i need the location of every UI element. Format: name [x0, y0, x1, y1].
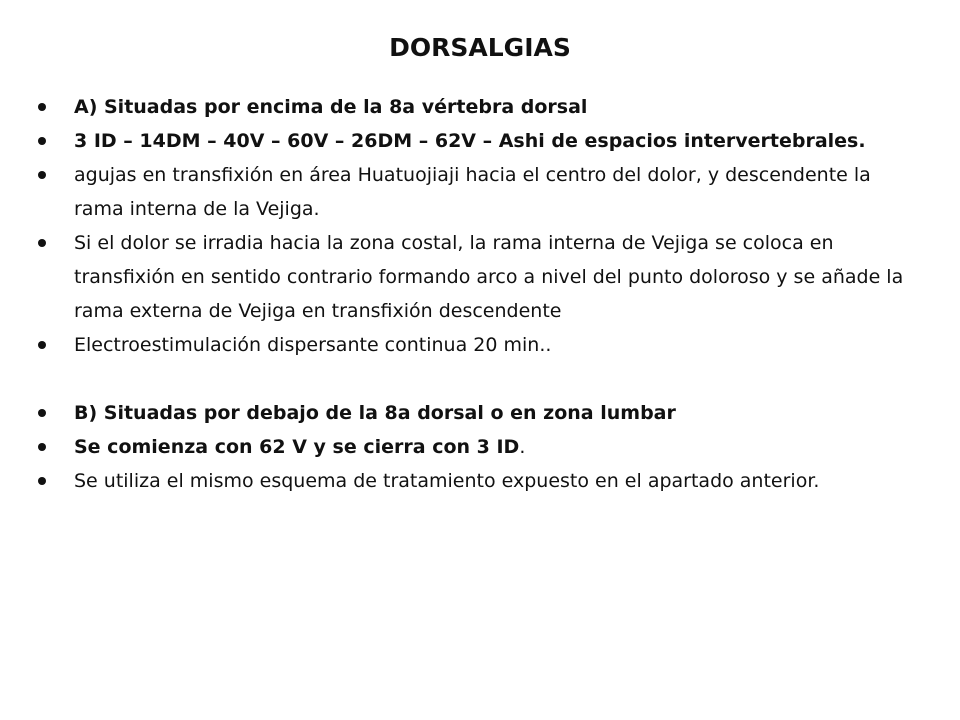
bullet-text: Se utiliza el mismo esquema de tratamiento expuesto en el apartado anterior.	[74, 470, 820, 492]
bullet-dot-icon	[38, 477, 46, 485]
bullet-section-a-heading	[0, 90, 960, 124]
bullet-dot-icon	[38, 137, 46, 145]
bullet-dot-icon	[38, 409, 46, 417]
bullet-text-end: .	[519, 436, 526, 458]
bullet-dot-icon	[38, 341, 46, 349]
bullet-section-a-costal	[0, 226, 960, 328]
bullet-text: Si el dolor se irradia hacia la zona costal, la rama interna de Vejiga se coloca en transfixión en sentido contrario formando arco a nivel del punto doloroso y se añade la rama externa de Vejiga en transfixión descendente	[74, 232, 904, 322]
bullet-dot-icon	[38, 443, 46, 451]
bullet-dot-icon	[38, 239, 46, 247]
bullet-section-a-points	[0, 124, 960, 158]
bullet-list	[0, 90, 960, 498]
bullet-dot-icon	[38, 171, 46, 179]
bullet-text	[74, 430, 920, 464]
bullet-section-b-scheme	[0, 464, 960, 498]
bullet-section-a-electro	[0, 328, 960, 362]
bullet-text: A) Situadas por encima de la 8a vértebra dorsal	[74, 96, 588, 118]
bullet-section-b-heading	[0, 396, 960, 430]
bullet-section-a-needles	[0, 158, 960, 226]
bullet-dot-icon	[38, 103, 46, 111]
bullet-text: agujas en transfixión en área Huatuojiaji hacia el centro del dolor, y descendente la rama interna de la Vejiga.	[74, 164, 871, 220]
slide-title: DORSALGIAS	[389, 33, 571, 62]
bullet-text: 3 ID – 14DM – 40V – 60V – 26DM – 62V – Ashi de espacios intervertebrales.	[74, 130, 866, 152]
bullet-section-b-points	[0, 430, 960, 464]
bullet-text-bold: Se comienza con 62 V y se cierra con 3 ID	[74, 436, 520, 458]
bullet-text: B) Situadas por debajo de la 8a dorsal o en zona lumbar	[74, 402, 676, 424]
bullet-text: Electroestimulación dispersante continua 20 min..	[74, 334, 552, 356]
